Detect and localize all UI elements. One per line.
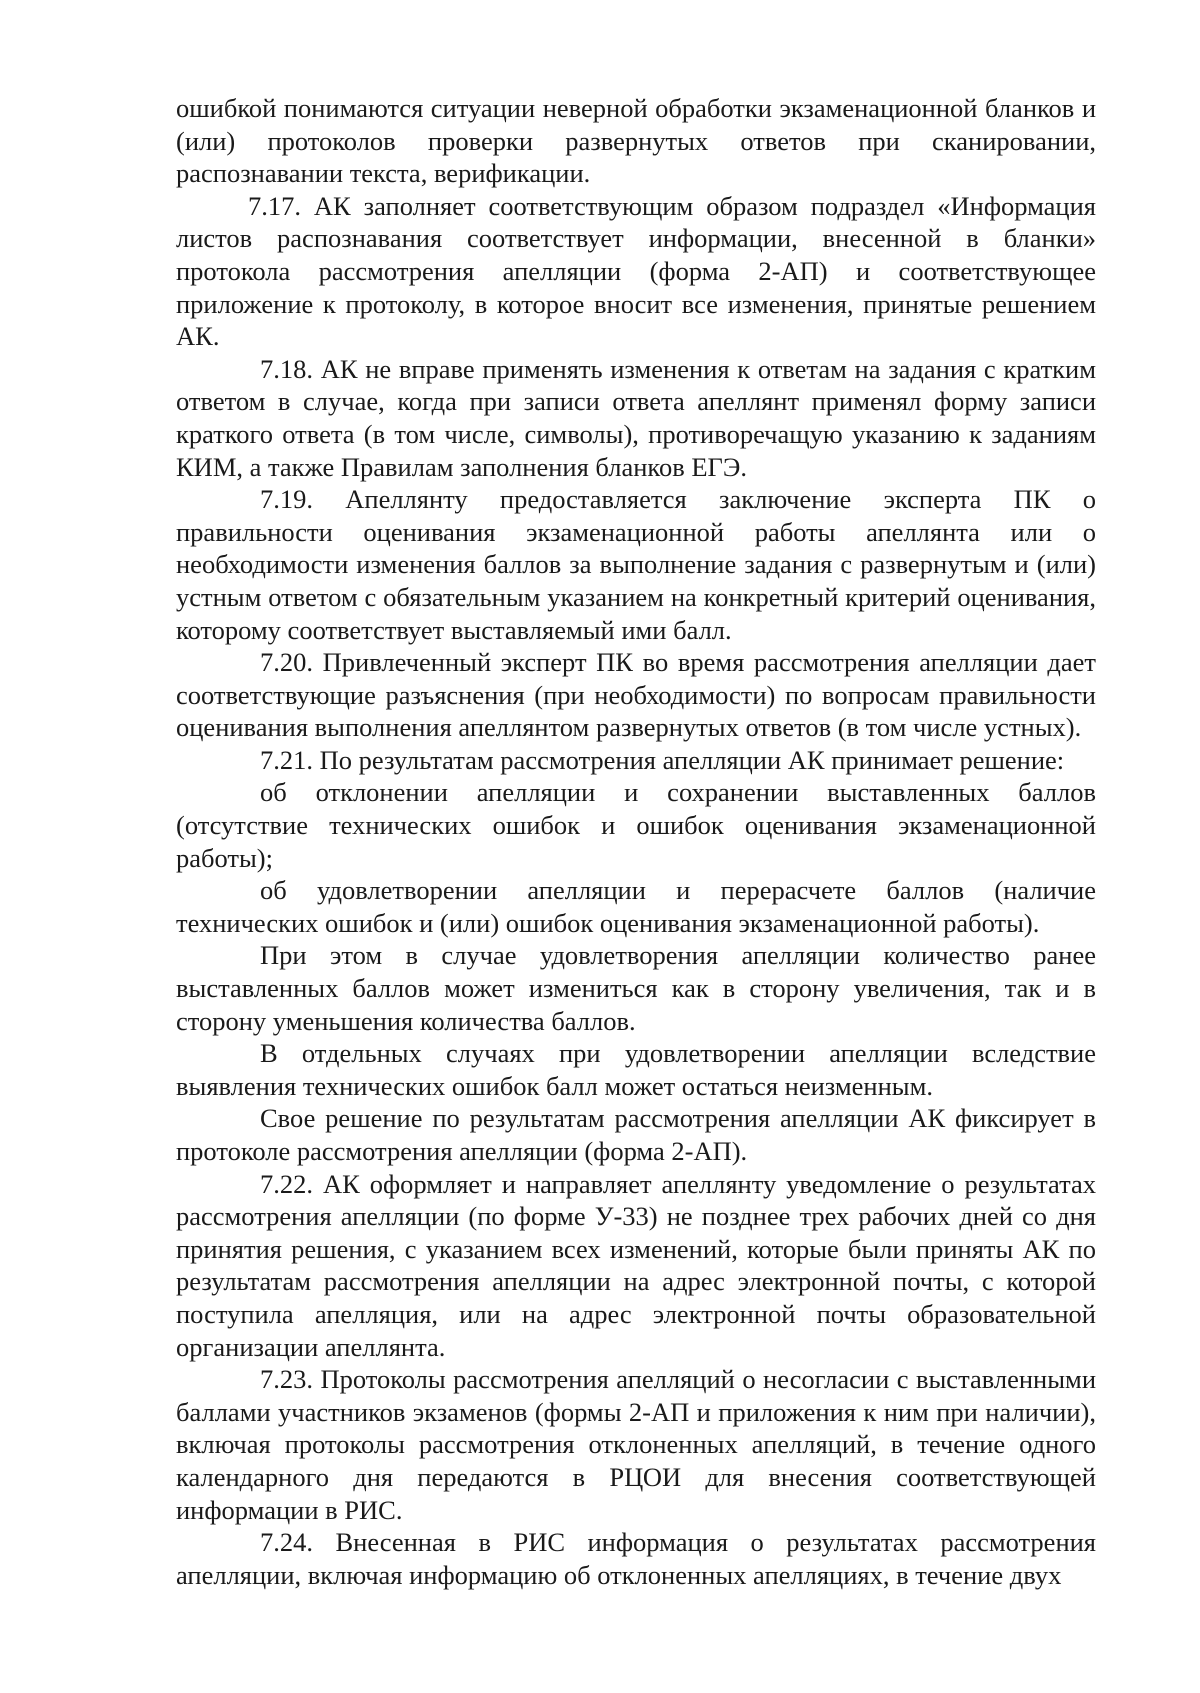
document-page [176,92,1096,1591]
paragraph-7-19: 7.19. Апеллянту предоставляется заключение эксперта ПК о правильности оценивания экзаменационной работы апеллянта или о необходимости изменения баллов за выполнение задания с развернутым и (или) устным ответом с обязательным указанием на конкретный критерий оценивания, которому соответствует выставляемый ими балл. [176,484,1096,645]
paragraph-7-21: 7.21. По результатам рассмотрения апелляции АК принимает решение: [260,744,1065,775]
paragraph-continuation: ошибкой понимаются ситуации неверной обработки экзаменационной бланков и (или) протоколов проверки развернутых ответов при сканировании, распознавании текста, верификации. [176,93,1096,189]
paragraph-7-20: 7.20. Привлеченный эксперт ПК во время рассмотрения апелляции дает соответствующие разъяснения (при необходимости) по вопросам правильности оценивания выполнения апеллянтом развернутых ответов (в том числе устных). [176,647,1096,743]
paragraph-decision-record: Свое решение по результатам рассмотрения апелляции АК фиксирует в протоколе рассмотрения апелляции (форма 2-АП). [176,1103,1096,1166]
paragraph-decision-reject: об отклонении апелляции и сохранении выставленных баллов (отсутствие технических ошибок и ошибок оценивания экзаменационной работы); [176,777,1096,873]
paragraph-7-22: 7.22. АК оформляет и направляет апеллянту уведомление о результатах рассмотрения апелляции (по форме У-33) не позднее трех рабочих дней со дня принятия решения, с указанием всех изменений, которые были приняты АК по результатам рассмотрения апелляции на адрес электронной почты, с которой поступила апелляция, или на адрес электронной почты образовательной организации апеллянта. [176,1168,1096,1362]
paragraph-7-24: 7.24. Внесенная в РИС информация о результатах рассмотрения апелляции, включая информацию об отклоненных апелляциях, в течение двух [176,1527,1096,1590]
paragraph-7-17: 7.17. АК заполняет соответствующим образом подраздел «Информация листов распознавания соответствует информации, внесенной в бланки» протокола рассмотрения апелляции (форма 2-АП) и соответствующее приложение к протоколу, в которое вносит все изменения, принятые решением АК. [176,190,1096,352]
paragraph-7-23: 7.23. Протоколы рассмотрения апелляций о несогласии с выставленными баллами участников экзаменов (формы 2-АП и приложения к ним при наличии), включая протоколы рассмотрения отклоненных апелляций, в течение одного календарного дня передаются в РЦОИ для внесения соответствующей информации в РИС. [176,1364,1096,1525]
paragraph-7-18: 7.18. АК не вправе применять изменения к ответам на задания с кратким ответом в случае, когда при записи ответа апеллянт применял форму записи краткого ответа (в том числе, символы), противоречащую указанию к заданиям КИМ, а также Правилам заполнения бланков ЕГЭ. [176,353,1096,482]
paragraph-score-unchanged: В отдельных случаях при удовлетворении апелляции вследствие выявления технических ошибок балл может остаться неизменным. [176,1038,1096,1101]
paragraph-score-change: При этом в случае удовлетворения апелляции количество ранее выставленных баллов может измениться как в сторону увеличения, так и в сторону уменьшения количества баллов. [176,940,1096,1036]
paragraph-decision-satisfy: об удовлетворении апелляции и перерасчете баллов (наличие технических ошибок и (или) ошибок оценивания экзаменационной работы). [176,875,1096,938]
